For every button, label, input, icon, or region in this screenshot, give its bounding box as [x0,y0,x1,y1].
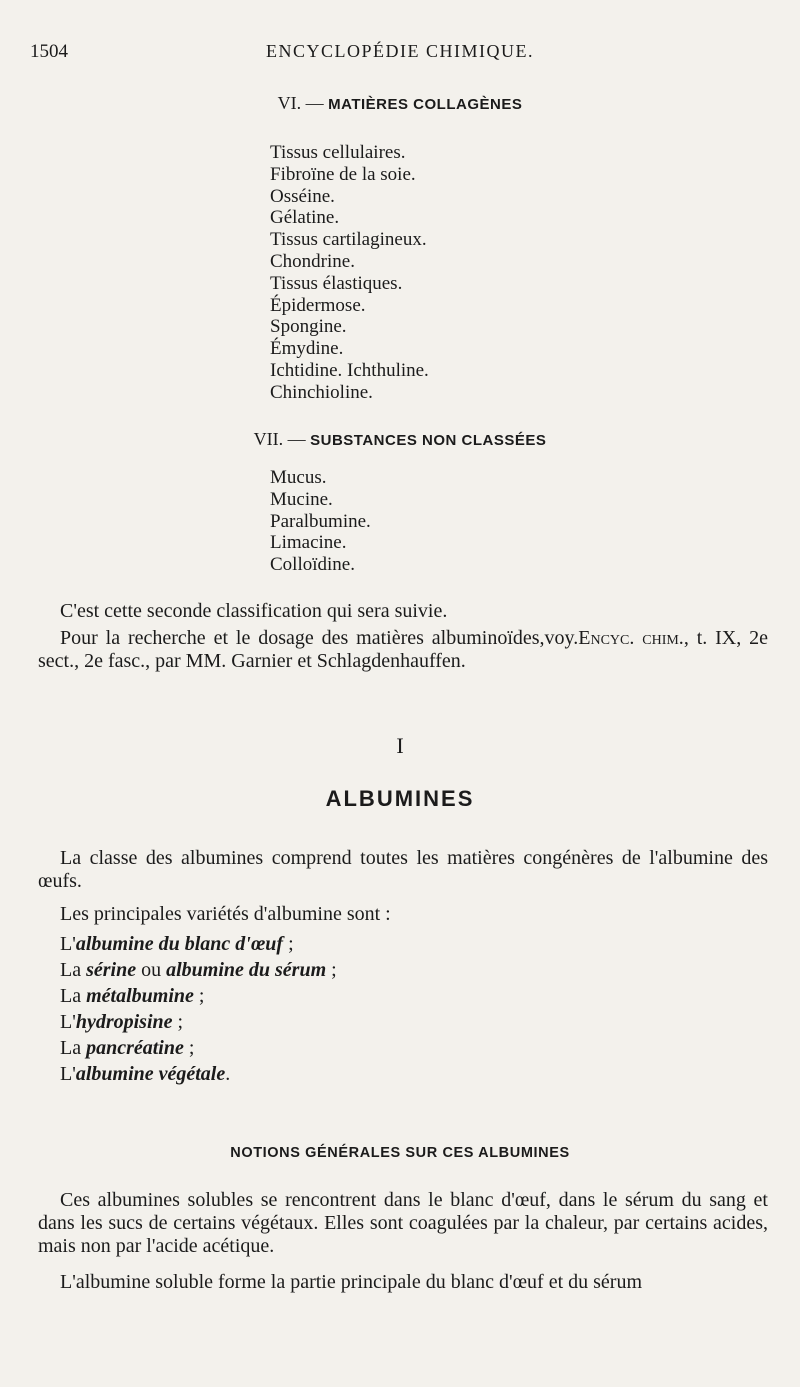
list-item: Épidermose. [270,294,366,316]
variety-item: La pancréatine ; [60,1037,195,1059]
list-item: Gélatine. [270,207,340,229]
list-item: Mucus. [270,467,327,488]
list-item: Tissus cellulaires. [270,142,406,163]
section-6-number: VI. — [277,93,324,113]
varieties-intro: Les principales variétés d'albumine sont : [60,903,391,925]
page-number: 1504 [30,41,68,62]
variety-item: L'albumine végétale. [60,1063,231,1085]
list-item: Osséine. [270,185,335,207]
section-6-heading [0,93,800,114]
section-7-number: VII. — [253,429,306,449]
list-item: Chondrine. [270,250,355,272]
list-item: Limacine. [270,532,347,554]
section-7-heading [0,429,800,450]
variety-item: L'hydropisine ; [60,1011,184,1033]
list-item: Ichtidine. Ichthuline. [270,359,429,381]
list-item: Chinchioline. [270,381,373,403]
intro-p2-start: Pour la recherche et le dosage des matières albuminoïdes,voy. [60,627,579,649]
notions-paragraph-1: Ces albumines solubles se rencontrent dans le blanc d'œuf, dans le sérum du sang et dans les sucs de certains végétaux. Elles sont coagulées par la chaleur, par certains acides, mais non par l'acide acétique. [38,1189,768,1257]
list-item: Émydine. [270,338,344,360]
list-item: Tissus cartilagineux. [270,229,427,251]
intro-p2-end: , t. IX, 2e sect., 2e fasc., par MM. Garnier et Schlagdenhauffen. [38,627,768,672]
notions-heading: NOTIONS GÉNÉRALES SUR CES ALBUMINES [230,1145,570,1161]
section-7-title: SUBSTANCES NON CLASSÉES [310,432,547,449]
variety-item: L'albumine du blanc d'œuf ; [60,933,294,955]
list-item: Mucine. [270,488,333,510]
intro-paragraph-2 [38,627,768,673]
chapter-numeral: I [396,733,404,758]
running-title: ENCYCLOPÉDIE CHIMIQUE. [266,41,534,61]
notions-paragraph-2: L'albumine soluble forme la partie principale du blanc d'œuf et du sérum [60,1271,643,1293]
list-item: Fibroïne de la soie. [270,163,416,185]
intro-paragraph-1: C'est cette seconde classification qui sera suivie. [60,600,448,622]
variety-item: La métalbumine ; [60,985,205,1007]
section-6-title: MATIÈRES COLLAGÈNES [328,96,523,113]
list-item: Colloïdine. [270,554,355,576]
section-7-list [270,467,371,576]
list-item: Spongine. [270,316,347,338]
encyclopedia-reference: Encyc. chim. [578,627,684,649]
list-item: Tissus élastiques. [270,272,403,294]
variety-item: La sérine ou albumine du sérum ; [60,959,337,981]
albumines-paragraph: La classe des albumines comprend toutes les matières congénères de l'albumine des œufs. [38,847,768,892]
chapter-title: ALBUMINES [325,786,475,811]
section-6-list [270,142,429,404]
list-item: Paralbumine. [270,510,371,532]
